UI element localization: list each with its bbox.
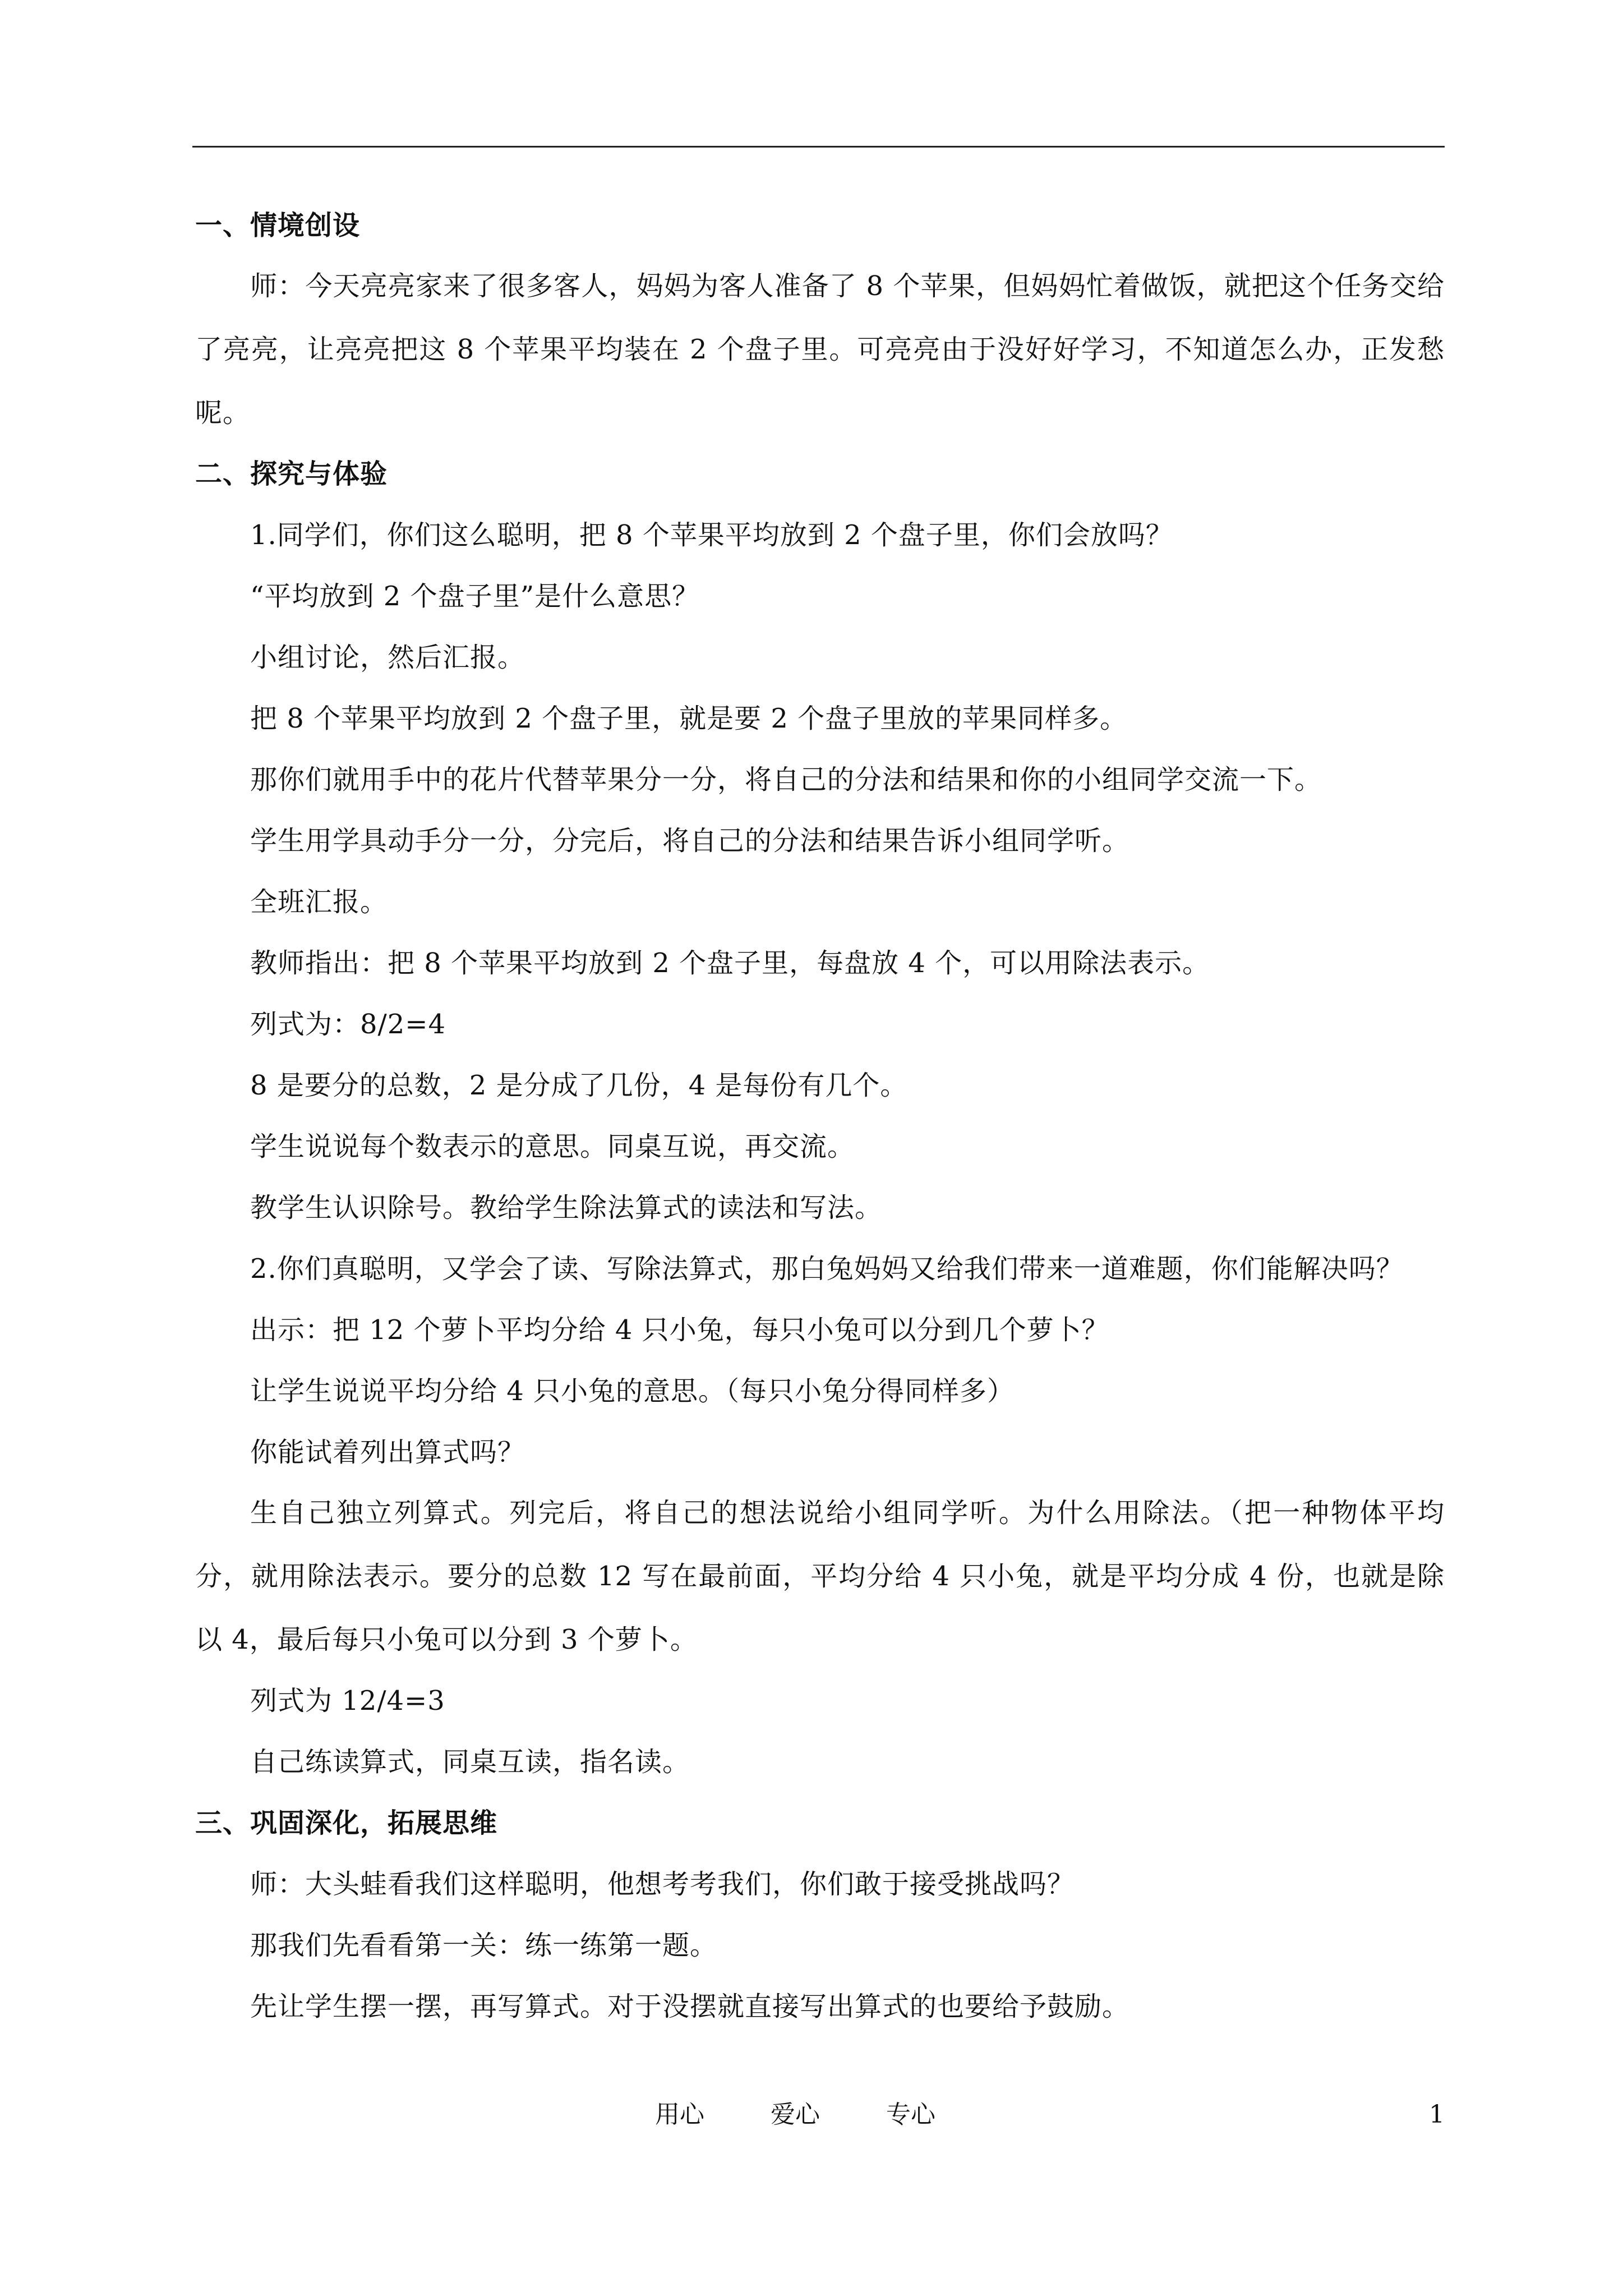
paragraph: 师：大头蛙看我们这样聪明，他想考考我们，你们敢于接受挑战吗？ <box>250 1869 1075 1900</box>
paragraph: 学生用学具动手分一分，分完后，将自己的分法和结果告诉小组同学听。 <box>250 825 1130 857</box>
paragraph: 让学生说说平均分给 4 只小兔的意思。（每只小兔分得同样多） <box>250 1375 1015 1407</box>
paragraph: 教学生认识除号。教给学生除法算式的读法和写法。 <box>250 1192 883 1223</box>
paragraph: 列式为：8/2=4 <box>250 1009 446 1040</box>
section-heading: 一、情境创设 <box>195 210 361 241</box>
paragraph: 全班汇报。 <box>250 886 388 918</box>
footer-motto <box>655 2098 935 2132</box>
paragraph: “平均放到 2 个盘子里”是什么意思？ <box>250 581 700 612</box>
paragraph: 自己练读算式，同桌互读，指名读。 <box>250 1746 690 1778</box>
paragraph: 师：今天亮亮家来了很多客人，妈妈为客人准备了 8 个苹果，但妈妈忙着做饭，就把这个任务交给了亮亮，让亮亮把这 8 个苹果平均装在 2 个盘子里。可亮亮由于没好好学习，不知道怎么办，正发愁呢。 <box>195 270 1445 429</box>
footer-motto-item: 专心 <box>886 2100 935 2129</box>
page-number: 1 <box>1429 2100 1445 2129</box>
paragraph: 先让学生摆一摆，再写算式。对于没摆就直接写出算式的也要给予鼓励。 <box>250 1991 1130 2022</box>
paragraph: 出示：把 12 个萝卜平均分给 4 只小兔，每只小兔可以分到几个萝卜？ <box>250 1314 1109 1346</box>
paragraph: 学生说说每个数表示的意思。同桌互说，再交流。 <box>250 1131 855 1162</box>
paragraph: 8 是要分的总数，2 是分成了几份，4 是每份有几个。 <box>250 1070 908 1101</box>
paragraph: 把 8 个苹果平均放到 2 个盘子里，就是要 2 个盘子里放的苹果同样多。 <box>250 703 1128 734</box>
paragraph: 2.你们真聪明，又学会了读、写除法算式，那白兔妈妈又给我们带来一道难题，你们能解决吗？ <box>250 1253 1404 1285</box>
footer-motto-item: 爱心 <box>771 2100 820 2129</box>
header-rule <box>192 146 1445 148</box>
section-heading: 二、探究与体验 <box>195 458 388 490</box>
paragraph: 列式为 12/4=3 <box>250 1685 445 1717</box>
paragraph: 那我们先看看第一关：练一练第一题。 <box>250 1930 718 1961</box>
page-footer <box>0 2098 1623 2137</box>
paragraph: 小组讨论，然后汇报。 <box>250 642 525 673</box>
paragraph: 生自己独立列算式。列完后，将自己的想法说给小组同学听。为什么用除法。（把一种物体平均分，就用除法表示。要分的总数 12 写在最前面，平均分给 4 只小兔，就是平均分成 4 份，也就是除以 4，最后每只小兔可以分到 3 个萝卜。 <box>195 1497 1445 1655</box>
footer-motto-item: 用心 <box>655 2100 704 2129</box>
document-body <box>195 208 1445 2050</box>
paragraph: 1.同学们，你们这么聪明，把 8 个苹果平均放到 2 个盘子里，你们会放吗？ <box>250 519 1173 551</box>
paragraph: 你能试着列出算式吗？ <box>250 1437 525 1468</box>
paragraph: 教师指出：把 8 个苹果平均放到 2 个盘子里，每盘放 4 个，可以用除法表示。 <box>250 947 1210 979</box>
paragraph: 那你们就用手中的花片代替苹果分一分，将自己的分法和结果和你的小组同学交流一下。 <box>250 764 1322 795</box>
section-heading: 三、巩固深化，拓展思维 <box>195 1807 498 1839</box>
